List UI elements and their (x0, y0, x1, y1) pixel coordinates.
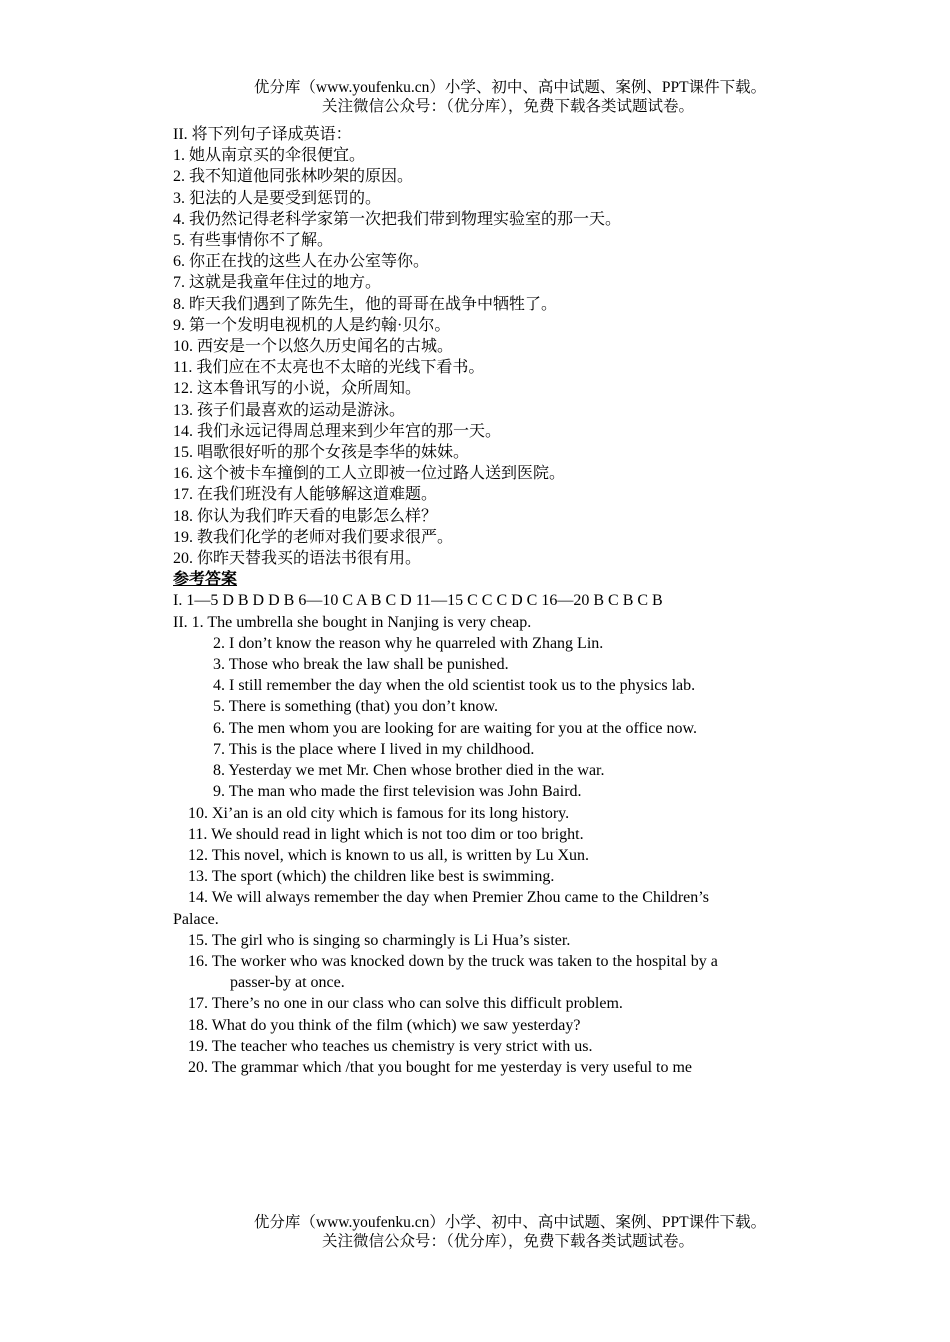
question-item: 17. 在我们班没有人能够解这道难题。 (173, 486, 438, 504)
answer-item: II. 1. The umbrella she bought in Nanjing is very cheap. (173, 613, 532, 631)
answer-item: 4. I still remember the day when the old scientist took us to the physics lab. (213, 677, 696, 695)
question-item: 18. 你认为我们昨天看的电影怎么样？ (173, 507, 438, 525)
answer-item: 9. The man who made the first television was John Baird. (213, 783, 582, 801)
question-item: 19. 教我们化学的老师对我们要求很严。 (173, 528, 454, 546)
question-item: 15. 唱歌很好听的那个女孩是李华的妹妹。 (173, 444, 470, 462)
answer-key-title: 参考答案 (173, 571, 238, 589)
header-line-1: 优分库（www.youfenku.cn）小学、初中、高中试题、案例、PPT课件下载。 (253, 79, 767, 96)
question-item: 14. 我们永远记得周总理来到少年宫的那一天。 (173, 422, 502, 440)
question-item: 16. 这个被卡车撞倒的工人立即被一位过路人送到医院。 (173, 465, 566, 483)
answer-item: 16. The worker who was knocked down by the truck was taken to the hospital by a (188, 952, 718, 970)
answer-item: 6. The men whom you are looking for are waiting for you at the office now. (213, 719, 698, 737)
question-item: 10. 西安是一个以悠久历史闻名的古城。 (173, 338, 454, 356)
question-item: 6. 你正在找的这些人在办公室等你。 (173, 253, 430, 271)
answer-item: 15. The girl who is singing so charmingly is Li Hua’s sister. (188, 931, 571, 949)
footer-line-1: 优分库（www.youfenku.cn）小学、初中、高中试题、案例、PPT课件下载。 (253, 1214, 767, 1231)
question-item: 2. 我不知道他同张林吵架的原因。 (173, 168, 414, 186)
answer-item-continuation: passer-by at once. (230, 974, 345, 992)
question-item: 4. 我仍然记得老科学家第一次把我们带到物理实验室的那一天。 (173, 210, 622, 228)
answer-item: 8. Yesterday we met Mr. Chen whose brother died in the war. (213, 762, 605, 780)
answer-item: 13. The sport (which) the children like best is swimming. (188, 868, 555, 886)
footer-line-2: 关注微信公众号：（优分库），免费下载各类试题试卷。 (321, 1233, 694, 1250)
question-item: 20. 你昨天替我买的语法书很有用。 (173, 550, 422, 568)
answer-item: 12. This novel, which is known to us all, is written by Lu Xun. (188, 846, 590, 864)
question-item: 1. 她从南京买的伞很便宜。 (173, 147, 366, 165)
answer-item: 18. What do you think of the film (which) we saw yesterday? (188, 1016, 581, 1034)
answer-item: 11. We should read in light which is not too dim or too bright. (188, 825, 584, 843)
answer-item: 2. I don’t know the reason why he quarreled with Zhang Lin. (213, 634, 604, 652)
page-footer (0, 1213, 950, 1251)
answer-item: 19. The teacher who teaches us chemistry is very strict with us. (188, 1037, 593, 1055)
question-item: 8. 昨天我们遇到了陈先生，他的哥哥在战争中牺牲了。 (173, 295, 558, 313)
answer-item: 14. We will always remember the day when Premier Zhou came to the Children’s (188, 889, 709, 907)
answer-item: 20. The grammar which /that you bought for me yesterday is very useful to me (188, 1058, 693, 1076)
answer-item: 10. Xi’an is an old city which is famous for its long history. (188, 804, 570, 822)
question-item: 12. 这本鲁讯写的小说，众所周知。 (173, 380, 422, 398)
answer-item: 17. There’s no one in our class who can solve this difficult problem. (188, 995, 623, 1013)
answer-item: 5. There is something (that) you don’t know. (213, 698, 498, 716)
question-item: 7. 这就是我童年住过的地方。 (173, 274, 382, 292)
answer-item-continuation: Palace. (173, 910, 219, 928)
question-item: 3. 犯法的人是要受到惩罚的。 (173, 189, 382, 207)
section-title: II. 将下列句子译成英语： (173, 126, 352, 143)
question-item: 11. 我们应在不太亮也不太暗的光线下看书。 (173, 359, 485, 377)
header-line-2: 关注微信公众号：（优分库），免费下载各类试题试卷。 (321, 98, 694, 115)
answer-item: 3. Those who break the law shall be punished. (213, 656, 509, 674)
page-header (0, 78, 950, 116)
question-item: 13. 孩子们最喜欢的运动是游泳。 (173, 401, 406, 419)
document-body (173, 124, 833, 1078)
answer-part-1: I. 1—5 D B D D B 6—10 C A B C D 11—15 C C C D C 16—20 B C B C B (173, 592, 663, 610)
answer-item: 7. This is the place where I lived in my childhood. (213, 740, 535, 758)
question-item: 9. 第一个发明电视机的人是约翰·贝尔。 (173, 316, 451, 334)
question-item: 5. 有些事情你不了解。 (173, 232, 334, 250)
